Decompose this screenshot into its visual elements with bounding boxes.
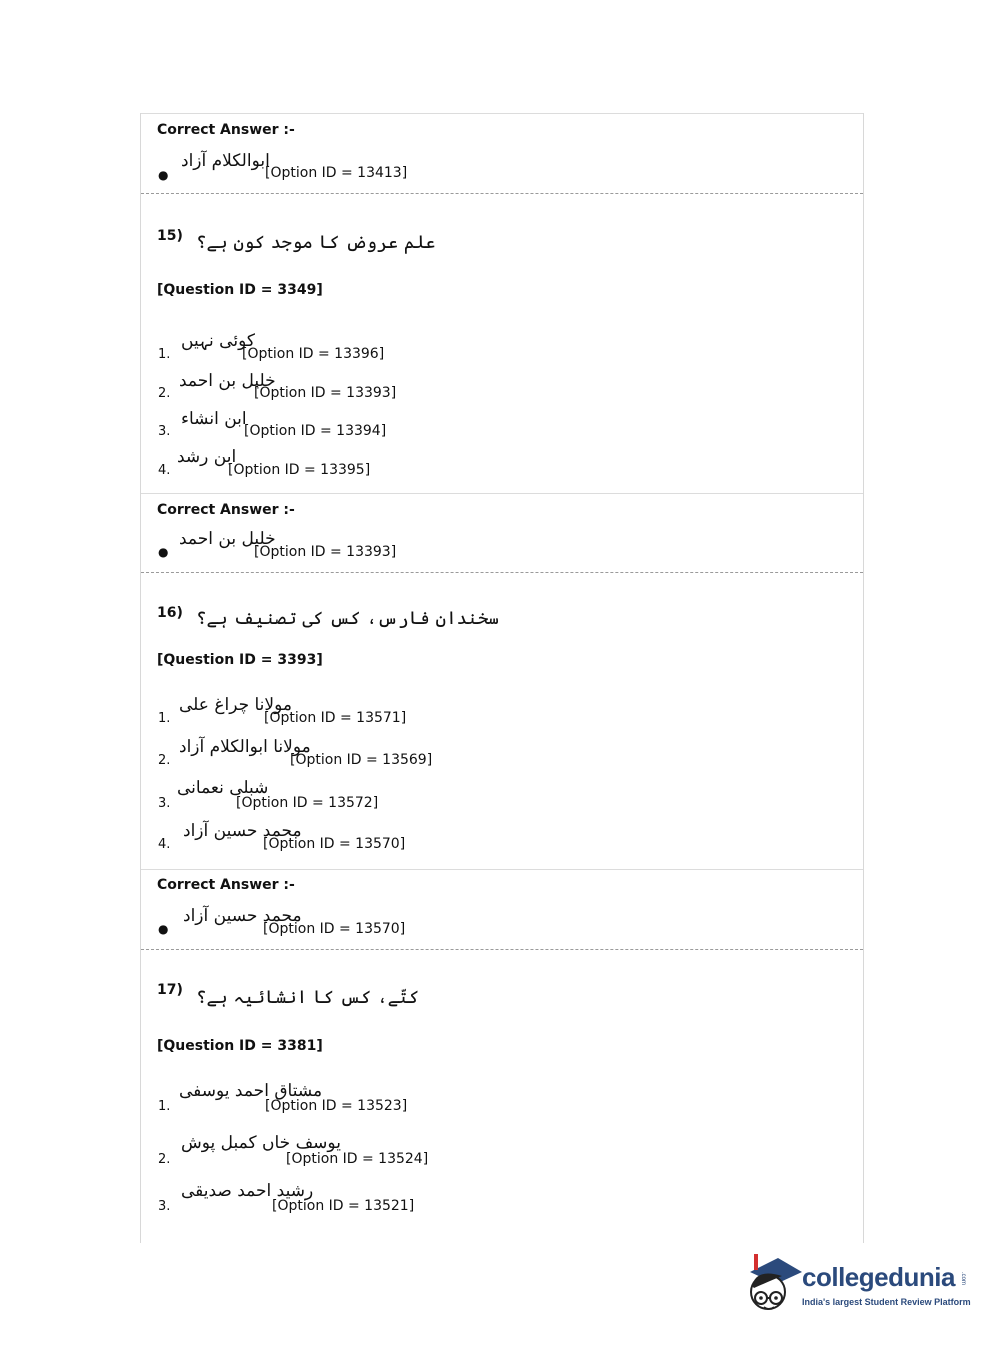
correct-answer-label: Correct Answer :- <box>157 502 295 518</box>
option-urdu-text: ابن رشد <box>177 447 237 467</box>
option-id: [Option ID = 13524] <box>286 1151 429 1167</box>
correct-answer-label: Correct Answer :- <box>157 122 295 138</box>
mascot-icon <box>742 1250 802 1318</box>
question-paper-sheet <box>140 113 864 1243</box>
answer-urdu-text: خلیل بن احمد <box>179 529 276 549</box>
option-number: 3. <box>158 1199 171 1214</box>
option-id: [Option ID = 13570] <box>263 836 406 852</box>
option-urdu-text: مولانا ابوالکلام آزاد <box>179 737 311 757</box>
option-urdu-text: رشید احمد صدیقی <box>181 1181 314 1201</box>
section-divider <box>141 113 863 114</box>
option-urdu-text: شبلی نعمانی <box>177 778 269 798</box>
option-id: [Option ID = 13396] <box>242 346 385 362</box>
option-number: 2. <box>158 1152 171 1167</box>
option-id: [Option ID = 13393] <box>254 385 397 401</box>
option-id: [Option ID = 13523] <box>265 1098 408 1114</box>
answer-option-id: [Option ID = 13413] <box>265 165 408 181</box>
option-urdu-text: مولانا چراغ علی <box>179 695 292 715</box>
option-number: 1. <box>158 711 171 726</box>
question-id: [Question ID = 3349] <box>157 282 323 298</box>
question-urdu-text: علم عروض کا موجد کون ہے؟ <box>196 232 436 253</box>
answer-urdu-text: محمد حسین آزاد <box>183 906 302 926</box>
answer-option-id: [Option ID = 13570] <box>263 921 406 937</box>
question-number: 16) <box>157 605 183 621</box>
option-number: 4. <box>158 837 171 852</box>
question-number: 17) <box>157 982 183 998</box>
option-id: [Option ID = 13394] <box>244 423 387 439</box>
option-urdu-text: مشتاق احمد یوسفی <box>179 1081 323 1101</box>
question-urdu-text: سخندان فارس، کس کی تصنیف ہے؟ <box>196 608 499 629</box>
question-separator <box>141 949 863 950</box>
option-id: [Option ID = 13569] <box>290 752 433 768</box>
question-id: [Question ID = 3393] <box>157 652 323 668</box>
option-number: 1. <box>158 1099 171 1114</box>
collegedunia-logo <box>742 1250 972 1318</box>
question-id: [Question ID = 3381] <box>157 1038 323 1054</box>
option-id: [Option ID = 13395] <box>228 462 371 478</box>
logo-wordmark: collegedunia <box>802 1262 955 1292</box>
option-urdu-text: کوئی نہیں <box>181 331 255 351</box>
option-id: [Option ID = 13521] <box>272 1198 415 1214</box>
bullet-icon: ● <box>158 545 169 559</box>
question-separator <box>141 193 863 194</box>
option-id: [Option ID = 13572] <box>236 795 379 811</box>
option-number: 2. <box>158 386 171 401</box>
section-divider <box>141 869 863 870</box>
question-number: 15) <box>157 228 183 244</box>
option-number: 4. <box>158 463 171 478</box>
correct-answer-label: Correct Answer :- <box>157 877 295 893</box>
option-id: [Option ID = 13571] <box>264 710 407 726</box>
option-urdu-text: محمد حسین آزاد <box>183 821 302 841</box>
option-number: 3. <box>158 796 171 811</box>
option-urdu-text: خلیل بن احمد <box>179 371 276 391</box>
answer-option-id: [Option ID = 13393] <box>254 544 397 560</box>
bullet-icon: ● <box>158 922 169 936</box>
option-number: 1. <box>158 347 171 362</box>
question-urdu-text: کتّے، کس کا انشائیہ ہے؟ <box>196 987 420 1008</box>
logo-tagline: India's largest Student Review Platform <box>802 1297 971 1307</box>
option-urdu-text: ابن انشاء <box>181 409 247 429</box>
bullet-icon: ● <box>158 168 169 182</box>
section-divider <box>141 493 863 494</box>
answer-urdu-text: ابوالکلام آزاد <box>181 151 270 171</box>
option-urdu-text: یوسف خاں کمبل پوش <box>181 1133 341 1153</box>
option-number: 2. <box>158 753 171 768</box>
question-separator <box>141 572 863 573</box>
logo-domain-suffix: .com <box>960 1272 966 1286</box>
option-number: 3. <box>158 424 171 439</box>
